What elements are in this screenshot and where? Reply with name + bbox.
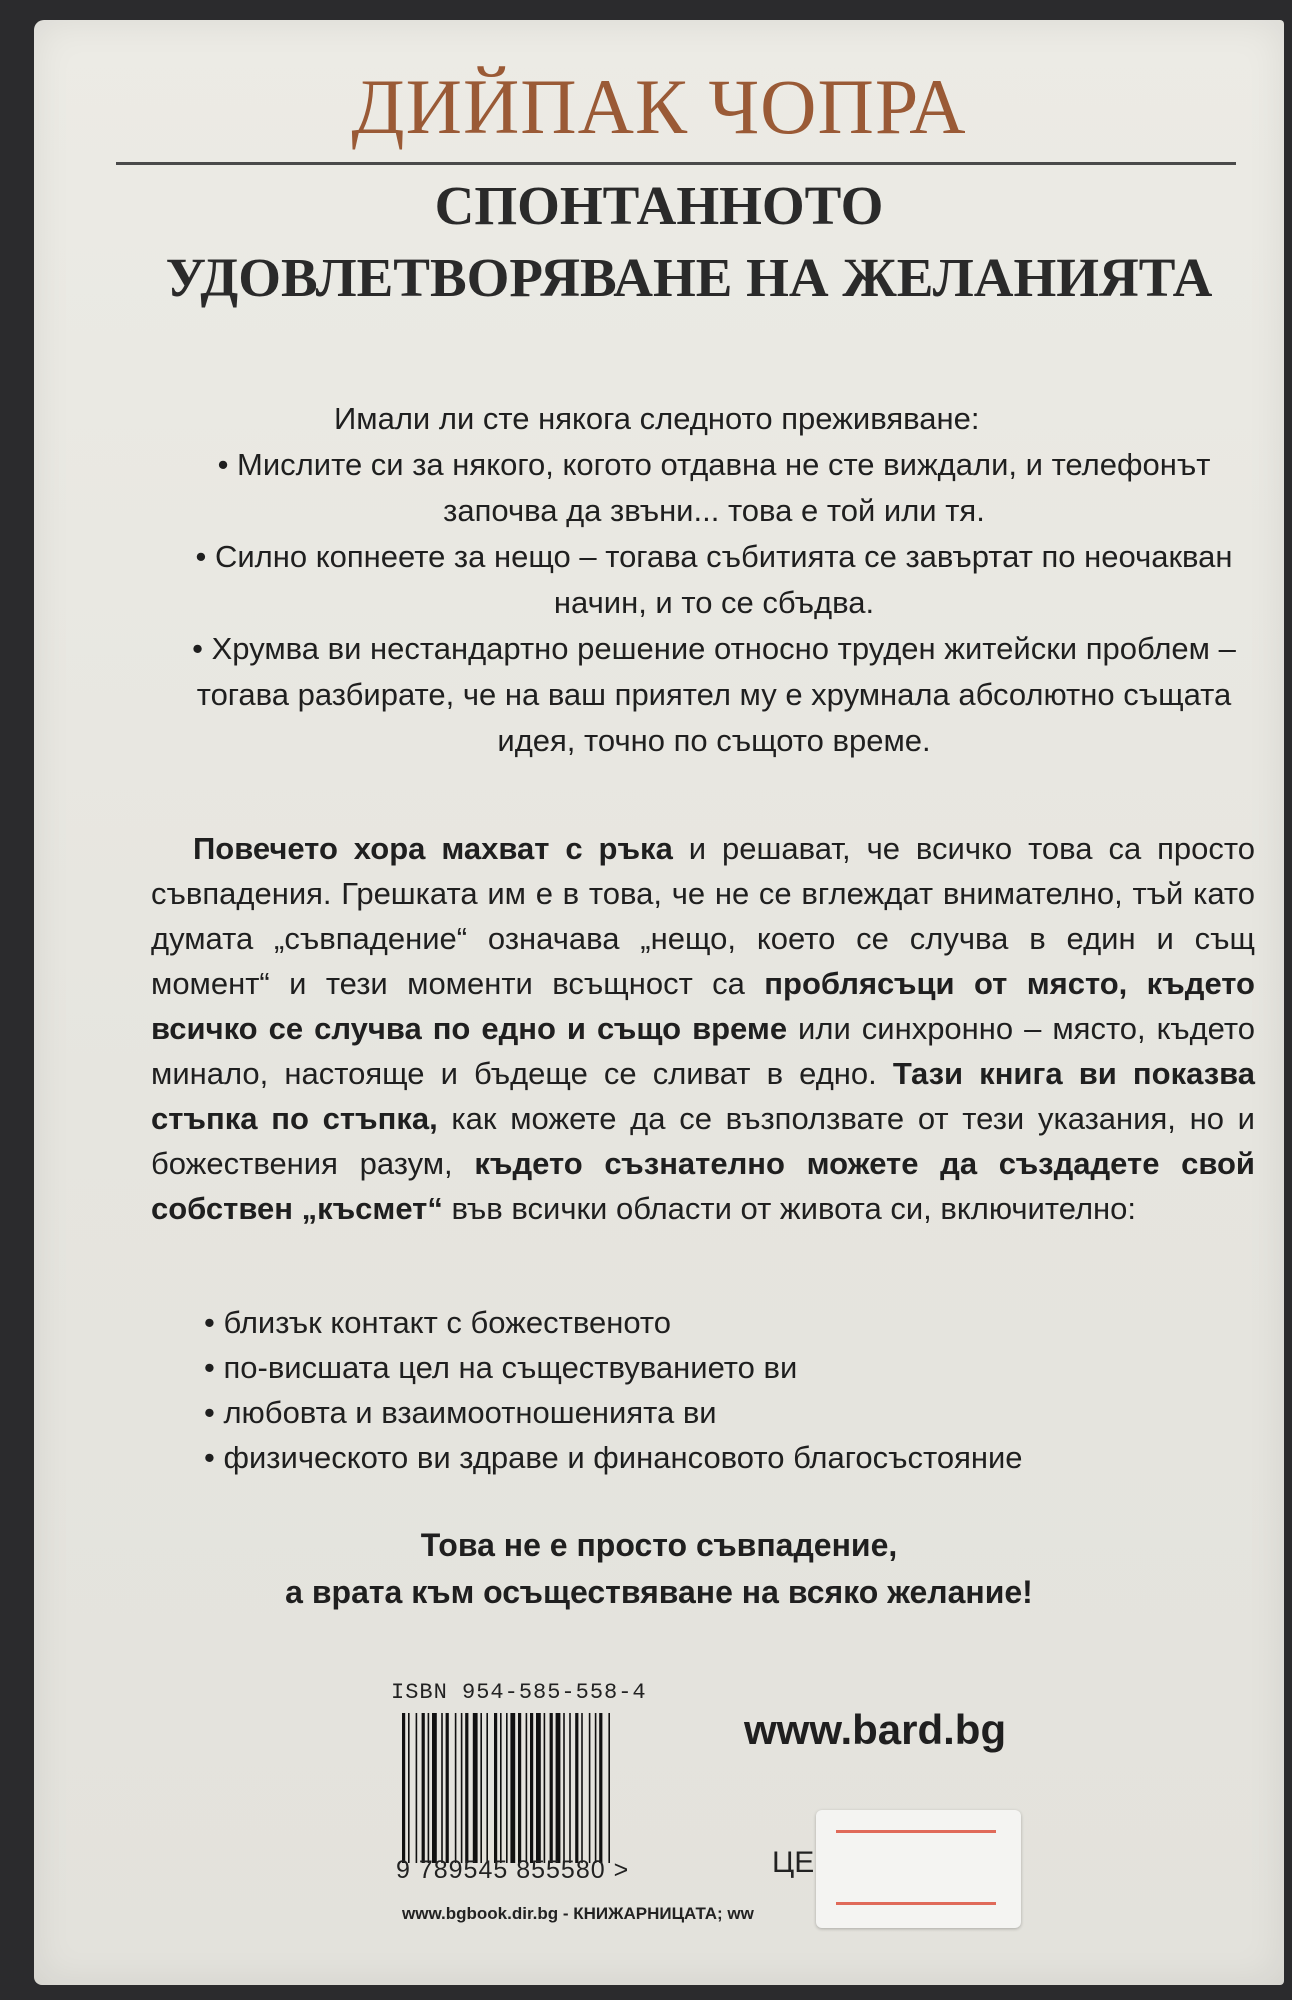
text-2: или синхронно – място, където минало, настояще и бъдеще се сливат в едно. <box>151 1011 1255 1091</box>
intro-item-2: • Силно копнеете за нещо – тогава събитията се завъртат по неочакван начин, и то се сбъдва. <box>195 539 1233 620</box>
tagline <box>34 1522 1284 1616</box>
intro-lead: Имали ли сте някога следното преживяване: <box>334 401 980 436</box>
intro-item-1: • Мислите си за някого, когото отдавна не сте виждали, и телефонът започва да звъни... това е той или тя. <box>217 447 1211 528</box>
tagline-line-1: Това не е просто съвпадение, <box>420 1527 898 1563</box>
text-1: и решават, че всичко това са просто съвпадения. Грешката им е в това, че не се вглеждат внимателно, тъй като думата „съвпадение“ означава „нещо, което се случва в един и същ момент“ и тези моменти всъщност са <box>151 831 1256 1001</box>
sticker-stripe <box>836 1830 996 1833</box>
intro-item-3: • Хрумва ви нестандартно решение относно труден житейски проблем – тогава разбирате, че на ваш приятел му е хрумнала абсолютно същата идея, точно по същото време. <box>192 631 1236 758</box>
title-line-2: УДОВЛЕТВОРЯВАНЕ НА ЖЕЛАНИЯТА <box>165 247 1213 308</box>
list-item: • близък контакт с божественото <box>204 1300 1023 1345</box>
book-title <box>34 170 1284 314</box>
bold-phrase-2: проблясъци от място, където всичко се случва по едно и също време <box>151 966 1255 1046</box>
title-line-1: СПОНТАННОТО <box>434 175 884 236</box>
topics-list <box>204 1300 1023 1480</box>
title-divider <box>116 162 1236 165</box>
bold-phrase-1: Повечето хора махват с ръка <box>193 831 673 866</box>
text-3: как можете да се възползвате от тези указания, но и божествения разум, <box>151 1101 1255 1181</box>
price-sticker <box>816 1810 1021 1928</box>
sticker-stripe <box>836 1902 996 1905</box>
list-item: • физическото ви здраве и финансовото благосъстояние <box>204 1435 1023 1480</box>
list-item: • по-висшата цел на съществуванието ви <box>204 1345 1023 1390</box>
text-4: във всички области от живота си, включително: <box>442 1191 1137 1226</box>
intro-block <box>184 396 1244 764</box>
bold-phrase-4: където съзнателно можете да създадете свой собствен „късмет“ <box>151 1146 1255 1226</box>
barcode-number: 9 789545 855580 > <box>396 1856 630 1884</box>
author-name: ДИЙПАК ЧОПРА <box>351 63 967 150</box>
footer-text: www.bgbook.dir.bg - КНИЖАРНИЦАТА; ww <box>402 1904 754 1923</box>
publisher-website: www.bard.bg <box>744 1706 1007 1753</box>
book-back-cover <box>34 20 1284 1985</box>
tagline-line-2: а врата към осъществяване на всяко желание! <box>285 1574 1033 1610</box>
list-item: • любовта и взаимоотношенията ви <box>204 1390 1023 1435</box>
description-paragraph <box>151 826 1255 1231</box>
bold-phrase-3: Тази книга ви показва стъпка по стъпка, <box>151 1056 1255 1136</box>
barcode <box>400 1713 682 1863</box>
isbn-label: ISBN 954-585-558-4 <box>391 1680 647 1705</box>
price-label: ЦЕ <box>772 1846 815 1879</box>
